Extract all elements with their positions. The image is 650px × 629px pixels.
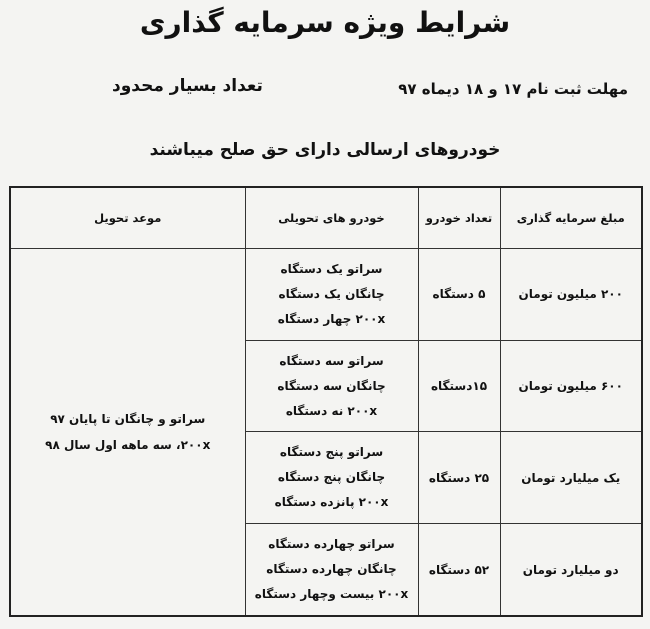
- subtitle: خودروهای ارسالی دارای حق صلح میباشند: [149, 140, 501, 160]
- car-count: ۵ دستگاه: [418, 249, 500, 341]
- page-title: شرایط ویژه سرمایه گذاری: [139, 6, 511, 39]
- investment-table: [9, 186, 643, 617]
- header-delivery: موعد تحویل: [10, 187, 245, 249]
- car-line: سراتو چهارده دستگاه: [268, 537, 395, 552]
- limited-quantity-note: تعداد بسیار محدود: [112, 76, 263, 96]
- car-line: چانگان یک دستگاه: [278, 286, 385, 301]
- car-line: چانگان سه دستگاه: [277, 378, 386, 393]
- registration-deadline: مهلت ثبت نام ۱۷ و ۱۸ دیماه ۹۷: [398, 80, 628, 98]
- investment-amount: ۶۰۰ میلیون تومان: [500, 340, 642, 432]
- car-line: چانگان پنج دستگاه: [277, 470, 386, 485]
- car-line: چانگان چهارده دستگاه: [266, 562, 397, 577]
- delivered-cars: [245, 340, 418, 432]
- header-cars: خودرو های تحویلی: [245, 187, 418, 249]
- table-header-row: [10, 187, 642, 249]
- car-line: ۲۰۰x نه دستگاه: [285, 403, 378, 418]
- car-line: ۲۰۰x بیست وچهار دستگاه: [254, 587, 409, 602]
- header-investment: مبلغ سرمایه گذاری: [500, 187, 642, 249]
- investment-amount: یک میلیارد تومان: [500, 432, 642, 524]
- car-count: ۱۵دستگاه: [418, 340, 500, 432]
- car-line: سراتو یک دستگاه: [280, 261, 383, 276]
- delivery-line: ۲۰۰x، سه ماهه اول سال ۹۸: [45, 438, 211, 452]
- car-count: ۲۵ دستگاه: [418, 432, 500, 524]
- car-line: ۲۰۰x پانزده دستگاه: [274, 495, 389, 510]
- delivery-line: سراتو و چانگان تا پایان ۹۷: [50, 412, 206, 426]
- car-line: ۲۰۰x چهار دستگاه: [277, 311, 386, 326]
- car-count: ۵۲ دستگاه: [418, 524, 500, 616]
- delivered-cars: [245, 249, 418, 341]
- delivery-date: [10, 249, 245, 617]
- table-row: [10, 249, 642, 341]
- delivered-cars: [245, 524, 418, 616]
- car-line: سراتو سه دستگاه: [279, 353, 384, 368]
- delivered-cars: [245, 432, 418, 524]
- investment-amount: دو میلیارد تومان: [500, 524, 642, 616]
- car-line: سراتو پنج دستگاه: [279, 445, 384, 460]
- header-count: تعداد خودرو: [418, 187, 500, 249]
- investment-amount: ۲۰۰ میلیون تومان: [500, 249, 642, 341]
